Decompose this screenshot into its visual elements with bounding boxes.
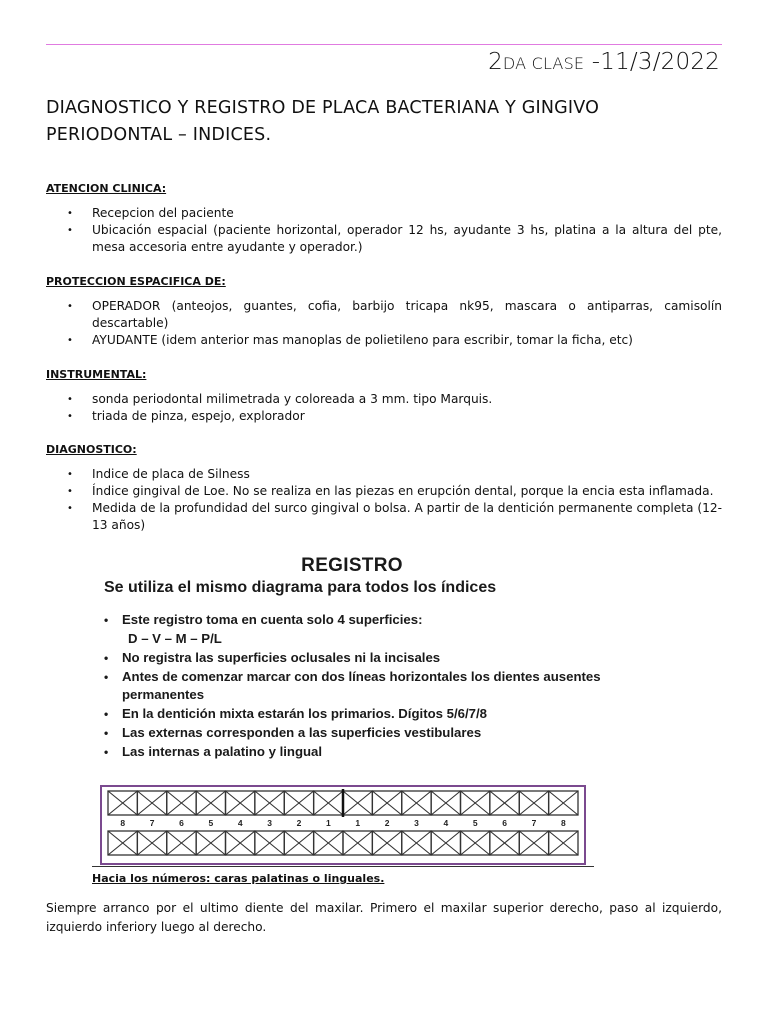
tooth-cell-lower-10 (372, 831, 401, 855)
tooth-number-label: 4 (237, 818, 243, 828)
class-date (488, 49, 720, 75)
tooth-cell-lower-11 (402, 831, 431, 855)
tooth-cell-upper-5 (226, 791, 255, 815)
tooth-cell-upper-3 (167, 791, 196, 815)
list-item: • Medida de la profundidad del surco gingival o bolsa. A partir de la dentición permanente completa (12-13 años) (46, 500, 722, 534)
registro-list (104, 611, 612, 629)
bullet-list (46, 298, 722, 349)
tooth-number-label: 1 (325, 818, 331, 828)
list-item: • Índice gingival de Loe. No se realiza en las piezas en erupción dental, porque la encia esta inflamada. (46, 483, 722, 500)
tooth-number-label: 6 (179, 818, 184, 828)
tooth-cell-upper-10 (372, 791, 401, 815)
registro-title: REGISTRO (301, 555, 403, 576)
tooth-number-label: 7 (531, 818, 537, 828)
section-instrumental (46, 368, 722, 425)
registro-item: • En la dentición mixta estarán los primarios. Dígitos 5/6/7/8 (104, 705, 612, 723)
tooth-cell-lower-7 (284, 831, 313, 855)
tooth-number-label: 5 (472, 818, 478, 828)
tooth-diagram (100, 785, 586, 865)
tooth-number-label: 7 (149, 818, 155, 828)
tooth-cell-lower-14 (490, 831, 519, 855)
tooth-cell-lower-3 (167, 831, 196, 855)
tooth-number-label: 2 (384, 818, 390, 828)
tooth-cell-lower-4 (196, 831, 225, 855)
list-item: • sonda periodontal milimetrada y coloreada a 3 mm. tipo Marquis. (46, 391, 722, 408)
section-heading: ATENCION CLINICA: (46, 182, 167, 195)
date-suffix: -11/3/2022 (584, 49, 720, 75)
diagram-rule (92, 866, 594, 867)
tooth-number-label: 8 (560, 818, 566, 828)
header-rule (46, 44, 722, 45)
list-item: • Ubicación espacial (paciente horizontal, operador 12 hs, ayudante 3 hs, platina a la altura del pte, mesa accesoria entre ayudante y operador.) (46, 222, 722, 256)
tooth-number-label: 3 (267, 818, 272, 828)
tooth-cell-lower-8 (314, 831, 343, 855)
tooth-cell-lower-1 (108, 831, 137, 855)
date-prefix: 2 (488, 49, 503, 75)
list-item: • OPERADOR (anteojos, guantes, cofia, barbijo tricapa nk95, mascara o antiparras, camisolín descartable) (46, 298, 722, 332)
procedure-paragraph: Siempre arranco por el ultimo diente del maxilar. Primero el maxilar superior derecho, paso al izquierdo, izquierdo inferiory luego al derecho. (46, 901, 722, 934)
tooth-number-label: 4 (443, 818, 449, 828)
tooth-number-label: 5 (208, 818, 214, 828)
bullet-list (46, 391, 722, 425)
tooth-number-label: 1 (355, 818, 361, 828)
tooth-cell-lower-6 (255, 831, 284, 855)
tooth-cell-lower-15 (519, 831, 548, 855)
section-heading: PROTECCION ESPACIFICA DE: (46, 275, 226, 288)
list-item: • Recepcion del paciente (46, 205, 722, 222)
list-item: • triada de pinza, espejo, explorador (46, 408, 722, 425)
tooth-cell-lower-13 (461, 831, 490, 855)
tooth-number-label: 8 (120, 818, 126, 828)
section-diagnostico (46, 443, 722, 534)
tooth-cell-upper-15 (519, 791, 548, 815)
registro-subtitle: Se utiliza el mismo diagrama para todos los índices (104, 579, 497, 596)
list-item: • AYUDANTE (idem anterior mas manoplas de polietileno para escribir, tomar la ficha, etc) (46, 332, 722, 349)
tooth-cell-lower-2 (137, 831, 166, 855)
registro-item: • Este registro toma en cuenta solo 4 superficies: (104, 611, 612, 629)
tooth-cell-upper-13 (461, 791, 490, 815)
tooth-cell-upper-6 (255, 791, 284, 815)
registro-list (104, 649, 612, 761)
section-heading: DIAGNOSTICO: (46, 443, 137, 456)
tooth-cell-upper-7 (284, 791, 313, 815)
tooth-cell-lower-5 (226, 831, 255, 855)
tooth-cell-upper-2 (137, 791, 166, 815)
tooth-cell-upper-11 (402, 791, 431, 815)
tooth-cell-upper-4 (196, 791, 225, 815)
list-item: • Indice de placa de Silness (46, 466, 722, 483)
date-smallcaps: DA CLASE (502, 54, 585, 73)
tooth-cell-lower-16 (549, 831, 578, 855)
tooth-cell-lower-9 (343, 831, 372, 855)
section-atencion-clinica (46, 182, 722, 256)
diagram-caption: Hacia los números: caras palatinas o linguales. (92, 872, 385, 885)
tooth-cell-upper-12 (431, 791, 460, 815)
bullet-list (46, 205, 722, 256)
tooth-cell-upper-9 (343, 791, 372, 815)
tooth-cell-upper-16 (549, 791, 578, 815)
registro-item: • Las internas a palatino y lingual (104, 743, 612, 761)
registro-item: • Antes de comenzar marcar con dos líneas horizontales los dientes ausentes permanentes (104, 668, 612, 704)
tooth-number-label: 6 (502, 818, 507, 828)
tooth-number-label: 2 (296, 818, 302, 828)
tooth-number-label: 3 (414, 818, 419, 828)
document-title: DIAGNOSTICO Y REGISTRO DE PLACA BACTERIANA Y GINGIVO PERIODONTAL – INDICES. (46, 98, 600, 145)
section-proteccion (46, 275, 722, 349)
registro-item: • No registra las superficies oclusales ni la incisales (104, 649, 612, 667)
tooth-cell-upper-1 (108, 791, 137, 815)
bullet-list (46, 466, 722, 534)
registro-surfaces: D – V – M – P/L (128, 631, 222, 646)
tooth-cell-upper-8 (314, 791, 343, 815)
tooth-cell-lower-12 (431, 831, 460, 855)
registro-item: • Las externas corresponden a las superficies vestibulares (104, 724, 612, 742)
section-heading: INSTRUMENTAL: (46, 368, 147, 381)
tooth-cell-upper-14 (490, 791, 519, 815)
registro-figure (92, 555, 612, 762)
